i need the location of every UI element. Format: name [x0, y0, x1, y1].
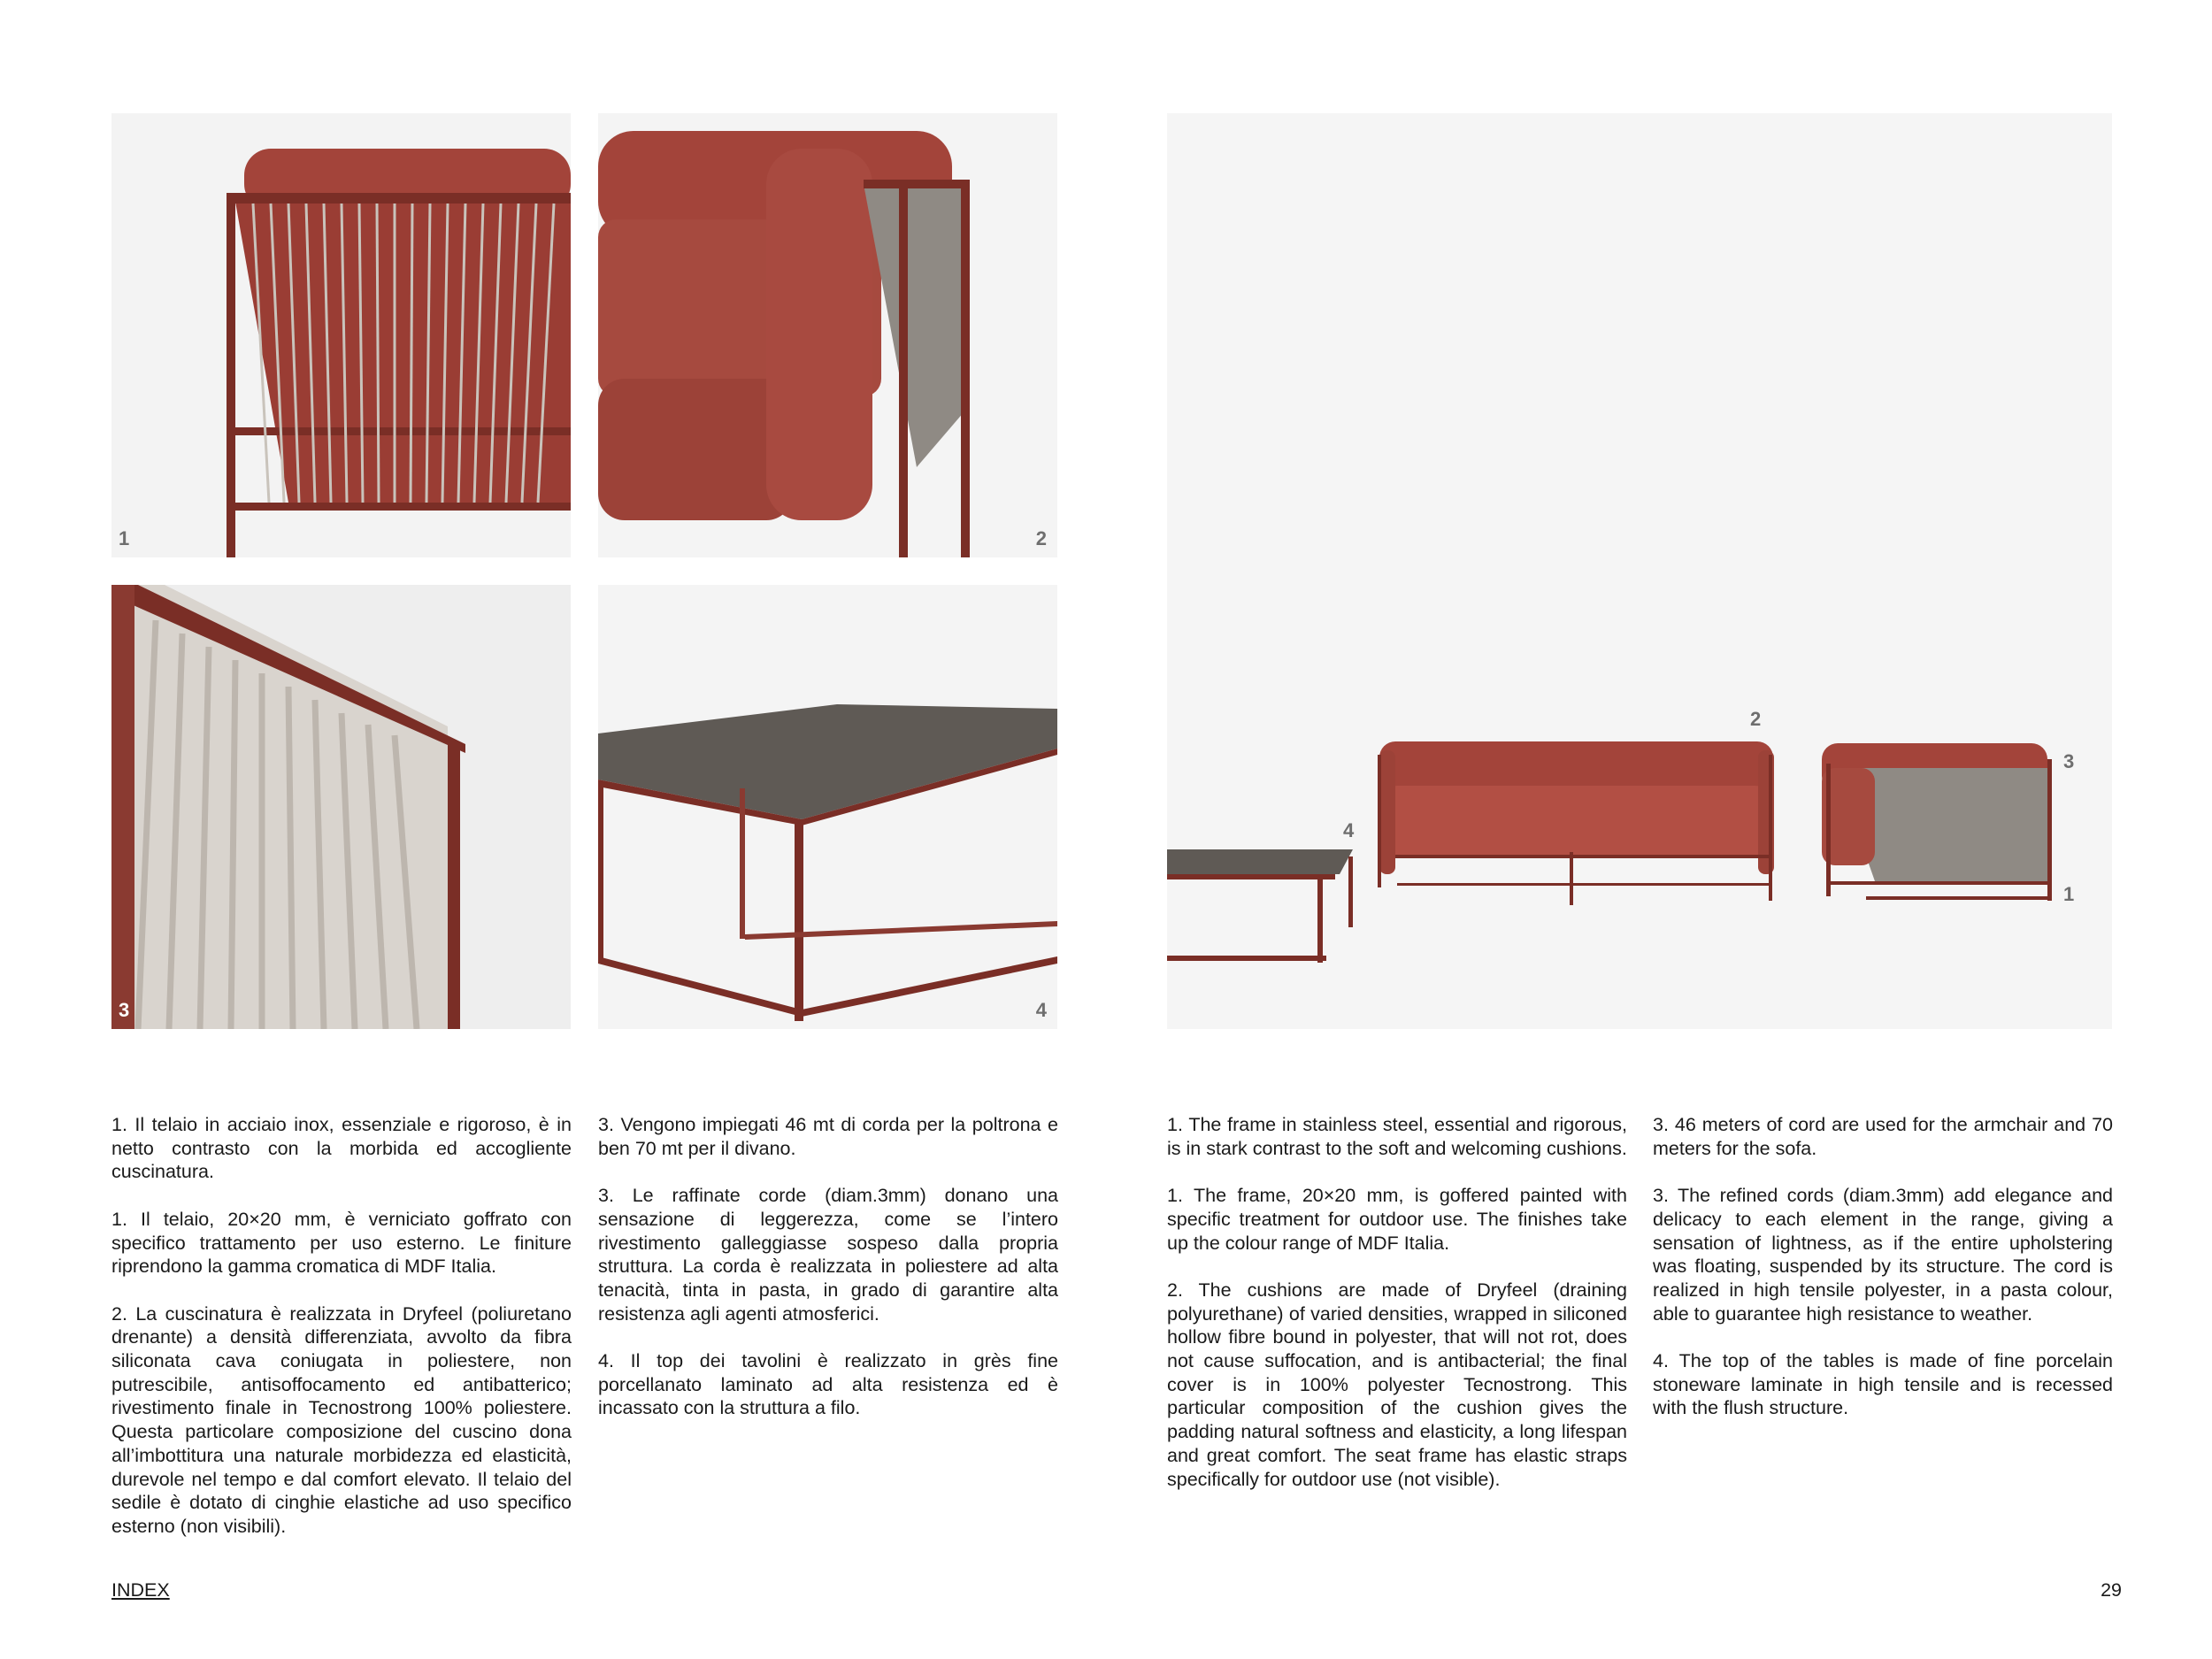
photo-cord-closeup: [111, 585, 571, 1029]
english-text-column-2: [1653, 1113, 2113, 1420]
en-paragraph-table-top: 4. The top of the tables is made of fine porcelain stoneware laminate in high tensile and is recessed with the flush structure.: [1653, 1350, 2113, 1419]
italian-text-column-1: [111, 1113, 572, 1539]
it-paragraph-table-top: 4. Il top dei tavolini è realizzato in grès fine porcellanato laminato ad alta resistenza ed è incassato con la struttura a filo.: [598, 1350, 1058, 1419]
armchair-side-illustration: [111, 113, 571, 557]
overview-label-table: 4: [1343, 819, 1355, 841]
photo-label-3: 3: [119, 999, 130, 1021]
cord-illustration: [111, 585, 571, 1029]
en-paragraph-cushions: 2. The cushions are made of Dryfeel (draining polyurethane) of varied densities, wrapped in siliconed hollow fibre bound in polyester, that will not rot, does not cause suffocation, and is antibacterial; the final cover is in 100% polyester Tecnostrong. This particular composition of the cushion gives the padding natural softness and elasticity, a long lifespan and great comfort. The seat frame has elastic straps specifically for outdoor use (not visible).: [1167, 1279, 1627, 1490]
photo-label-2: 2: [1035, 527, 1047, 549]
table-illustration: [598, 585, 1057, 1029]
it-paragraph-cushions: 2. La cuscinatura è realizzata in Dryfeel (poliuretano drenante) a densità differenziata, avvolto da fibra siliconata cava coniugata in poliestere, non putrescibile, antisoffocamento ed antibatterico; rivestimento finale in Tecnostrong 100% poliestere. Questa particolare composizione del cuscino dona all’imbottitura una naturale morbidezza ed elasticità, durevole nel tempo e dal comfort elevato. Il telaio del sedile è dotato di cinghie elastiche ad uso specifico esterno (non visibili).: [111, 1302, 572, 1537]
overview-label-sofa: 2: [1750, 708, 1762, 730]
en-paragraph-cord-length: 3. 46 meters of cord are used for the armchair and 70 meters for the sofa.: [1653, 1114, 2113, 1159]
english-text-column-1: [1167, 1113, 1627, 1491]
collection-illustration: [1167, 113, 2112, 1029]
it-paragraph-frame-finish: 1. Il telaio, 20×20 mm, è verniciato goffrato con specifico trattamento per uso esterno. Le finiture riprendono la gamma cromatica di MDF Italia.: [111, 1208, 572, 1278]
page-number: 29: [2101, 1579, 2122, 1601]
photo-armchair-cushion-detail: [598, 113, 1057, 557]
photo-collection-overview: [1167, 113, 2112, 1029]
index-link[interactable]: INDEX: [111, 1579, 170, 1601]
photo-coffee-table: [598, 585, 1057, 1029]
it-paragraph-cord-length: 3. Vengono impiegati 46 mt di corda per la poltrona e ben 70 mt per il divano.: [598, 1114, 1058, 1159]
photo-armchair-side-detail: [111, 113, 571, 557]
cushion-illustration: [598, 113, 1057, 557]
en-paragraph-frame: 1. The frame in stainless steel, essential and rigorous, is in stark contrast to the soft and welcoming cushions.: [1167, 1114, 1627, 1159]
it-paragraph-cords: 3. Le raffinate corde (diam.3mm) donano una sensazione di leggerezza, come se l’intero rivestimento galleggiasse sospeso dalla propria struttura. La corda è realizzata in poliestere ad alta tenacità, tinta in pasta, in grado di garantire alta resistenza agli agenti atmosferici.: [598, 1185, 1058, 1325]
it-paragraph-frame: 1. Il telaio in acciaio inox, essenziale e rigoroso, è in netto contrasto con la morbida ed accogliente cuscinatura.: [111, 1114, 572, 1183]
overview-label-armchair-cord: 3: [2063, 750, 2075, 772]
en-paragraph-frame-finish: 1. The frame, 20×20 mm, is goffered painted with specific treatment for outdoor use. The finishes take up the colour range of MDF Italia.: [1167, 1185, 1627, 1254]
overview-label-frame: 1: [2063, 883, 2075, 905]
photo-label-1: 1: [119, 527, 130, 549]
en-paragraph-cords: 3. The refined cords (diam.3mm) add elegance and delicacy to each element in the range, giving a sensation of lightness, as if the entire upholstering was floating, suspended by its structure. The cord is realized in high tensile polyester, in a pasta colour, able to guarantee high resistance to weather.: [1653, 1185, 2113, 1325]
italian-text-column-2: [598, 1113, 1058, 1420]
photo-label-4: 4: [1035, 999, 1047, 1021]
